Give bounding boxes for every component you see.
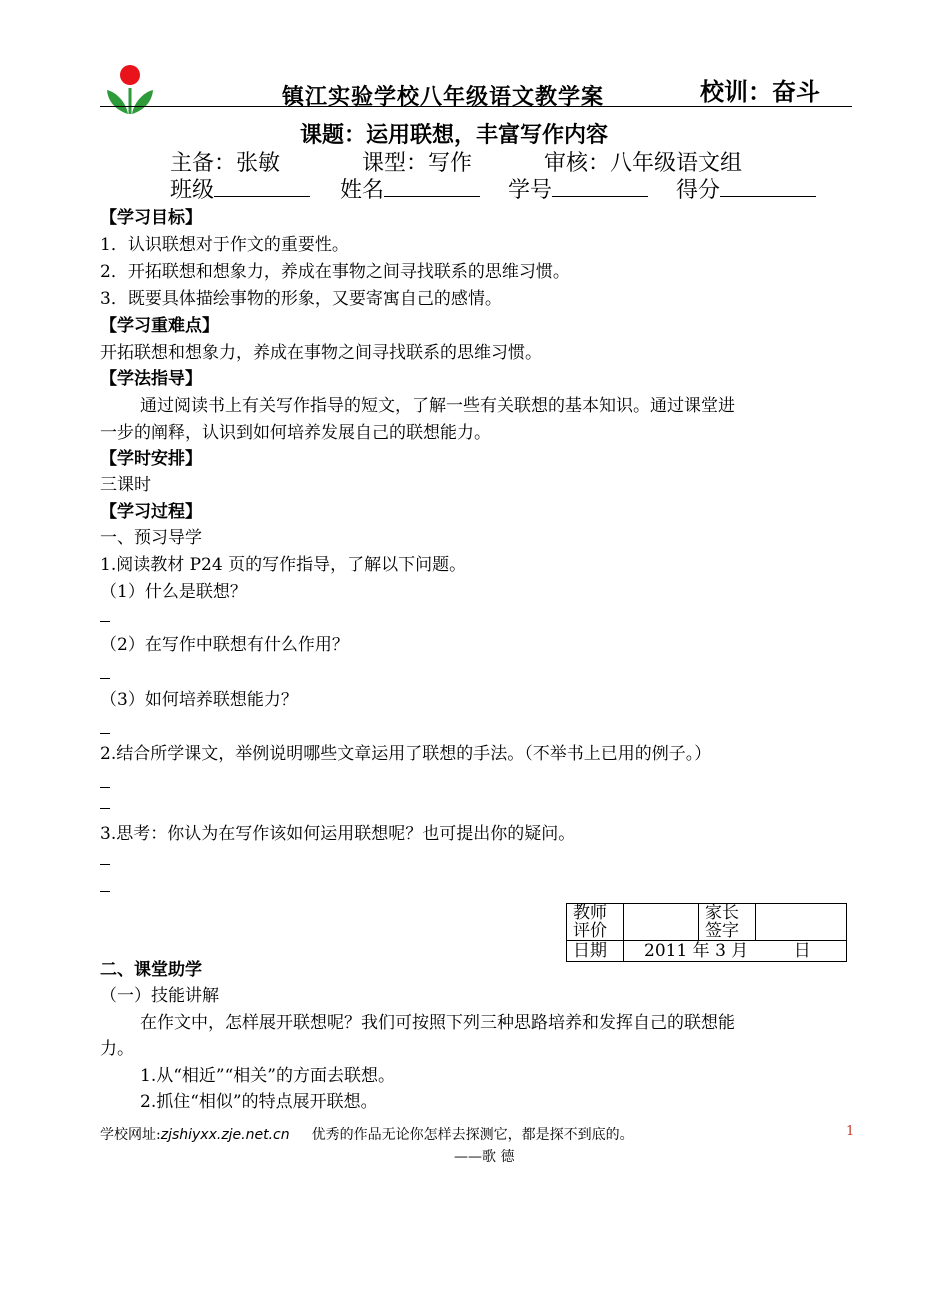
answer-blank[interactable] bbox=[100, 891, 110, 892]
date-value-cell[interactable] bbox=[624, 941, 847, 962]
objective-item: 2．开拓联想和想象力，养成在事物之间寻找联系的思维习惯。 bbox=[100, 262, 570, 282]
question-2: 2.结合所学课文，举例说明哪些文章运用了联想的手法。（不举书上已用的例子。） bbox=[100, 744, 712, 764]
objective-item: 1．认识联想对于作文的重要性。 bbox=[100, 235, 349, 255]
answer-blank[interactable] bbox=[100, 733, 110, 734]
answer-blank[interactable] bbox=[100, 621, 110, 622]
footer bbox=[100, 1124, 634, 1144]
footer-quote: 优秀的作品无论你怎样去探测它，都是探不到底的。 bbox=[311, 1127, 634, 1143]
name-label: 姓名 bbox=[340, 178, 385, 203]
date-day: 日 bbox=[793, 941, 811, 961]
part2-title: 二、课堂助学 bbox=[100, 960, 202, 980]
date-label: 日期 bbox=[567, 941, 624, 962]
skills-paragraph-line1: 在作文中，怎样展开联想呢？我们可按照下列三种思路培养和发挥自己的联想能 bbox=[140, 1013, 735, 1033]
school-title: 镇江实验学校八年级语文教学案 bbox=[282, 84, 605, 110]
question-1-1: （1）什么是联想？ bbox=[100, 582, 247, 602]
date-value: 2011 年 3 月 bbox=[644, 941, 749, 961]
process-heading: 【学习过程】 bbox=[100, 502, 202, 522]
lesson-title: 课题：运用联想，丰富写作内容 bbox=[300, 122, 609, 148]
skills-paragraph-line2: 力。 bbox=[100, 1039, 134, 1059]
score-blank[interactable] bbox=[720, 174, 816, 197]
reviewer: 审核：八年级语文组 bbox=[544, 151, 743, 176]
score-label: 得分 bbox=[676, 178, 721, 203]
part2-subtitle: （一）技能讲解 bbox=[100, 986, 219, 1006]
question-1-2: （2）在写作中联想有什么作用？ bbox=[100, 635, 349, 655]
site-label: 学校网址: bbox=[100, 1127, 161, 1143]
schedule-heading: 【学时安排】 bbox=[100, 449, 202, 469]
schedule-text: 三课时 bbox=[100, 475, 151, 495]
answer-blank[interactable] bbox=[100, 787, 110, 788]
score-field[interactable] bbox=[676, 173, 816, 204]
question-3: 3.思考：你认为在写作该如何运用联想呢？也可提出你的疑问。 bbox=[100, 824, 576, 844]
header-divider bbox=[100, 106, 852, 107]
quote-author: ——歌 德 bbox=[454, 1149, 515, 1165]
key-points-text: 开拓联想和想象力，养成在事物之间寻找联系的思维习惯。 bbox=[100, 343, 542, 363]
parent-sign-label: 家长 签字 bbox=[699, 904, 756, 941]
class-blank[interactable] bbox=[214, 174, 310, 197]
student-id-field[interactable] bbox=[508, 173, 648, 204]
student-id-label: 学号 bbox=[508, 178, 553, 203]
name-field[interactable] bbox=[340, 173, 480, 204]
part1-title: 一、预习导学 bbox=[100, 528, 202, 548]
name-blank[interactable] bbox=[384, 174, 480, 197]
class-label: 班级 bbox=[170, 178, 215, 203]
page-number: 1 bbox=[846, 1124, 855, 1139]
answer-blank[interactable] bbox=[100, 864, 110, 865]
school-logo-icon bbox=[104, 64, 156, 116]
student-id-blank[interactable] bbox=[552, 174, 648, 197]
school-website-link[interactable]: zjshiyxx.zje.net.cn bbox=[160, 1127, 290, 1143]
answer-blank[interactable] bbox=[100, 808, 110, 809]
teacher-eval-cell[interactable] bbox=[624, 904, 699, 941]
objective-item: 3．既要具体描绘事物的形象，又要寄寓自己的感情。 bbox=[100, 289, 502, 309]
tip-2: 2.抓住“相似”的特点展开联想。 bbox=[140, 1092, 378, 1112]
preparer: 主备：张敏 bbox=[170, 151, 281, 176]
answer-blank[interactable] bbox=[100, 678, 110, 679]
class-field[interactable] bbox=[170, 173, 310, 204]
method-text-line1: 通过阅读书上有关写作指导的短文，了解一些有关联想的基本知识。通过课堂进 bbox=[140, 396, 735, 416]
question-1-3: （3）如何培养联想能力？ bbox=[100, 690, 298, 710]
question-1: 1.阅读教材 P24 页的写作指导，了解以下问题。 bbox=[100, 555, 467, 575]
method-text-line2: 一步的阐释，认识到如何培养发展自己的联想能力。 bbox=[100, 423, 491, 443]
lesson-type: 课型：写作 bbox=[362, 151, 473, 176]
method-heading: 【学法指导】 bbox=[100, 369, 202, 389]
teacher-eval-label: 教师 评价 bbox=[567, 904, 624, 941]
parent-sign-cell[interactable] bbox=[756, 904, 847, 941]
objectives-heading: 【学习目标】 bbox=[100, 208, 202, 228]
school-motto: 校训：奋斗 bbox=[700, 77, 820, 106]
tip-1: 1.从“相近”“相关”的方面去联想。 bbox=[140, 1066, 395, 1086]
evaluation-table bbox=[566, 903, 847, 962]
key-points-heading: 【学习重难点】 bbox=[100, 316, 219, 336]
